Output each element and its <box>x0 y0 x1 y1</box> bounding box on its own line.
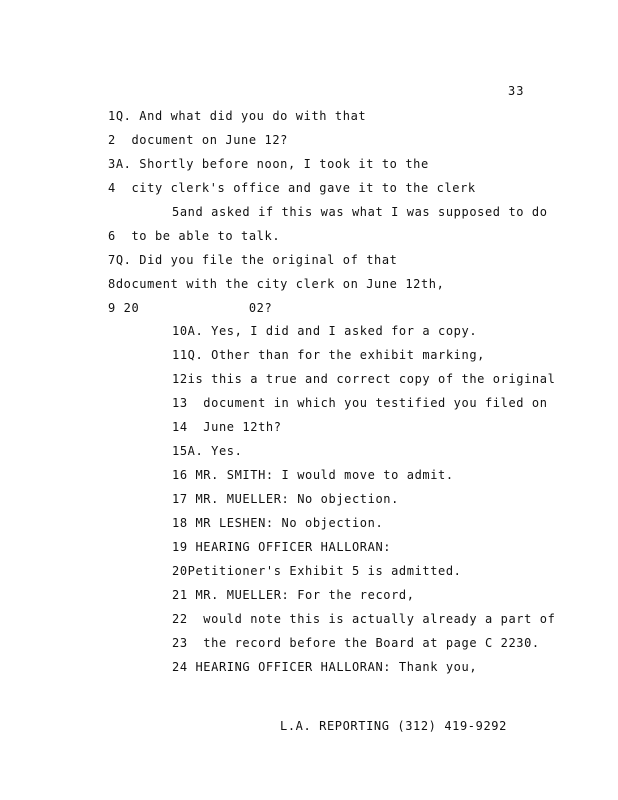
transcript-line-13: 13 document in which you testified you filed on <box>172 396 548 410</box>
transcript-line-8: 8document with the city clerk on June 12th, <box>108 277 445 291</box>
transcript-line-3: 3A. Shortly before noon, I took it to the <box>108 157 429 171</box>
transcript-line-14: 14 June 12th? <box>172 420 282 434</box>
transcript-line-22: 22 would note this is actually already a part of <box>172 612 556 626</box>
transcript-line-17: 17 MR. MUELLER: No objection. <box>172 492 399 506</box>
transcript-line-21: 21 MR. MUELLER: For the record, <box>172 588 415 602</box>
reporter-footer: L.A. REPORTING (312) 419-9292 <box>280 719 507 733</box>
transcript-line-1: 1Q. And what did you do with that <box>108 109 367 123</box>
transcript-line-2: 2 document on June 12? <box>108 133 288 147</box>
transcript-line-4: 4 city clerk's office and gave it to the clerk <box>108 181 476 195</box>
transcript-line-23: 23 the record before the Board at page C 2230. <box>172 636 540 650</box>
transcript-line-5: 5and asked if this was what I was supposed to do <box>172 205 548 219</box>
transcript-line-6: 6 to be able to talk. <box>108 229 281 243</box>
transcript-line-18: 18 MR LESHEN: No objection. <box>172 516 384 530</box>
transcript-line-10: 10A. Yes, I did and I asked for a copy. <box>172 324 478 338</box>
transcript-line-16: 16 MR. SMITH: I would move to admit. <box>172 468 454 482</box>
transcript-line-15: 15A. Yes. <box>172 444 243 458</box>
transcript-line-12: 12is this a true and correct copy of the original <box>172 372 556 386</box>
page-number: 33 <box>508 84 525 98</box>
transcript-line-7: 7Q. Did you file the original of that <box>108 253 398 267</box>
transcript-line-19: 19 HEARING OFFICER HALLORAN: <box>172 540 392 554</box>
transcript-line-11: 11Q. Other than for the exhibit marking, <box>172 348 485 362</box>
transcript-line-20: 20Petitioner's Exhibit 5 is admitted. <box>172 564 462 578</box>
transcript-line-9: 9 20 02? <box>108 301 273 315</box>
transcript-line-24: 24 HEARING OFFICER HALLORAN: Thank you, <box>172 660 478 674</box>
